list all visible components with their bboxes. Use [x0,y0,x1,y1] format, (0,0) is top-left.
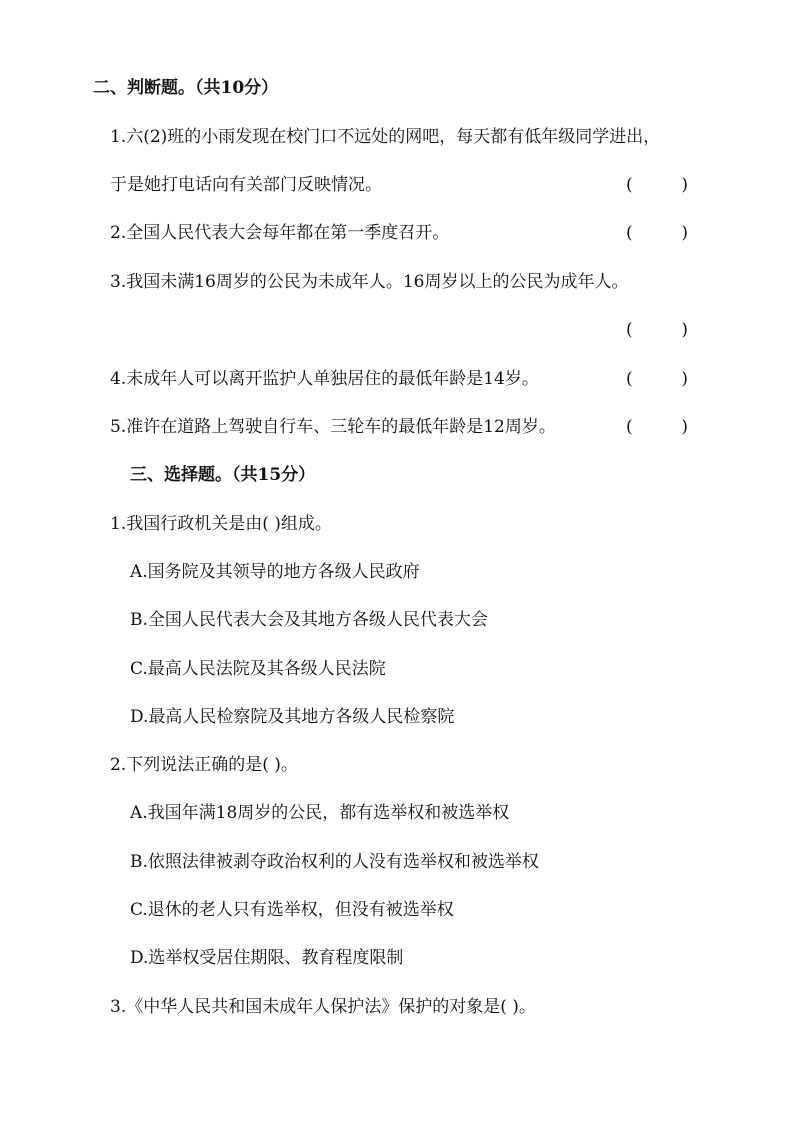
choice-q1-option-a[interactable]: A.国务院及其领导的地方各级人民政府 [130,562,420,582]
paren-close: ) [681,175,688,195]
paren-open: ( [626,369,633,389]
paren-close: ) [681,223,688,243]
choice-q1-option-d[interactable]: D.最高人民检察院及其地方各级人民检察院 [130,707,455,727]
judge-q2: 2.全国人民代表大会每年都在第一季度召开。 [110,223,450,243]
choice-q2-option-a[interactable]: A.我国年满18周岁的公民，都有选举权和被选举权 [130,803,510,823]
choice-q2-option-b[interactable]: B.依照法律被剥夺政治权利的人没有选举权和被选举权 [130,852,539,872]
choice-q1-option-b[interactable]: B.全国人民代表大会及其地方各级人民代表大会 [130,610,488,630]
choice-q2-stem: 2.下列说法正确的是( )。 [110,755,298,775]
paren-open: ( [626,175,633,195]
paren-close: ) [681,369,688,389]
paren-close: ) [681,320,688,340]
choice-q1-option-c[interactable]: C.最高人民法院及其各级人民法院 [130,659,386,679]
choice-q3-stem: 3.《中华人民共和国未成年人保护法》保护的对象是( )。 [110,997,536,1017]
section3-heading: 三、选择题。（共15分） [130,465,316,485]
paren-close: ) [681,417,688,437]
paren-open: ( [626,320,633,340]
paren-open: ( [626,223,633,243]
judge-q3: 3.我国未满16周岁的公民为未成年人。16周岁以上的公民为成年人。 [110,272,629,292]
choice-q2-option-d[interactable]: D.选举权受居住期限、教育程度限制 [130,948,404,968]
judge-q4: 4.未成年人可以离开监护人单独居住的最低年龄是14岁。 [110,369,539,389]
choice-q1-stem: 1.我国行政机关是由( )组成。 [110,514,332,534]
judge-q1-line1: 1.六(2)班的小雨发现在校门口不远处的网吧，每天都有低年级同学进出， [110,127,661,147]
paren-open: ( [626,417,633,437]
judge-q1-line2: 于是她打电话向有关部门反映情况。 [110,175,382,195]
judge-q5: 5.准许在道路上驾驶自行车、三轮车的最低年龄是12周岁。 [110,417,556,437]
section2-heading: 二、判断题。（共10分） [93,78,279,98]
choice-q2-option-c[interactable]: C.退休的老人只有选举权，但没有被选举权 [130,900,454,920]
